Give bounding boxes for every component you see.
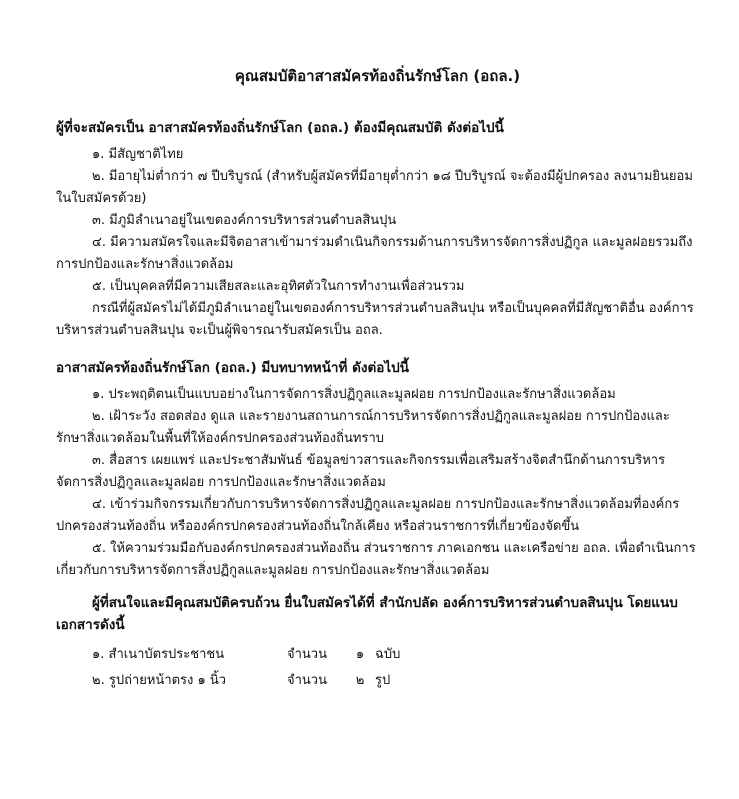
document-unit: รูป bbox=[375, 673, 391, 688]
duty-item: ๑. ประพฤติตนเป็นแบบอย่างในการจัดการสิ่งปฏิกูลและมูลฝอย การปกป้องและรักษาสิ่งแวดล้อม bbox=[92, 387, 616, 402]
document-name: ๒. รูปถ่ายหน้าตรง ๑ นิ้ว bbox=[92, 673, 227, 688]
document-qty-label: จำนวน bbox=[287, 673, 327, 688]
document-name: ๑. สำเนาบัตรประชาชน bbox=[92, 647, 225, 662]
page-title: คุณสมบัติอาสาสมัครท้องถิ่นรักษ์โลก (อถล.) bbox=[234, 67, 521, 85]
document-qty: ๑ bbox=[355, 647, 365, 662]
qualification-note: กรณีที่ผู้สมัครไม่ได้มีภูมิลำเนาอยู่ในเขตองค์การบริหารส่วนตำบลสินปุน หรือเป็นบุคคลที่มีสัญชาติอื่น องค์การบริหารส่วนตำบลสินปุน จะเป็นผู้พิจารณารับสมัครเป็น อถล. bbox=[56, 301, 694, 338]
duties-heading: อาสาสมัครท้องถิ่นรักษ์โลก (อถล.) มีบทบาทหน้าที่ ดังต่อไปนี้ bbox=[56, 360, 409, 376]
qualification-item: ๕. เป็นบุคคลที่มีความเสียสละและอุทิศตัวในการทำงานเพื่อส่วนรวม bbox=[92, 279, 465, 294]
document-requirement-row bbox=[56, 642, 699, 668]
qualification-item: ๔. มีความสมัครใจและมีจิตอาสาเข้ามาร่วมดำเนินกิจกรรมด้านการบริหารจัดการสิ่งปฏิกูล และมูลฝอยรวมถึงการปกป้องและรักษาสิ่งแวดล้อม bbox=[56, 235, 693, 272]
duty-item: ๓. สื่อสาร เผยแพร่ และประชาสัมพันธ์ ข้อมูลข่าวสารและกิจกรรมเพื่อเสริมสร้างจิตสำนึกด้านการบริหารจัดการสิ่งปฏิกูลและมูลฝอย การปกป้องและรักษาสิ่งแวดล้อม bbox=[56, 453, 666, 490]
document-qty-label: จำนวน bbox=[287, 647, 327, 662]
duty-item: ๔. เข้าร่วมกิจกรรมเกี่ยวกับการบริหารจัดการสิ่งปฏิกูลและมูลฝอย การปกป้องและรักษาสิ่งแวดล้อมที่องค์กรปกครองส่วนท้องถิ่น หรือองค์กรปกครองส่วนท้องถิ่นใกล้เคียง หรือส่วนราชการที่เกี่ยวข้องจัดขึ้น bbox=[56, 497, 680, 534]
document-unit: ฉบับ bbox=[375, 647, 401, 662]
qualification-item: ๒. มีอายุไม่ต่ำกว่า ๗ ปีบริบูรณ์ (สำหรับผู้สมัครที่มีอายุต่ำกว่า ๑๘ ปีบริบูรณ์ จะต้องมีผู้ปกครอง ลงนามยินยอมในใบสมัครด้วย) bbox=[56, 169, 693, 206]
qualification-item: ๑. มีสัญชาติไทย bbox=[92, 147, 184, 162]
duty-item: ๕. ให้ความร่วมมือกับองค์กรปกครองส่วนท้องถิ่น ส่วนราชการ ภาคเอกชน และเครือข่าย อถล. เพื่อดำเนินการเกี่ยวกับการบริหารจัดการสิ่งปฏิกูลและมูลฝอย การปกป้องและรักษาสิ่งแวดล้อม bbox=[56, 541, 696, 578]
application-instructions: ผู้ที่สนใจและมีคุณสมบัติครบถ้วน ยื่นใบสมัครได้ที่ สำนักปลัด องค์การบริหารส่วนตำบลสินปุน โดยแนบเอกสารดังนี้ bbox=[56, 595, 678, 633]
qualifications-heading: ผู้ที่จะสมัครเป็น อาสาสมัครท้องถิ่นรักษ์โลก (อถล.) ต้องมีคุณสมบัติ ดังต่อไปนี้ bbox=[56, 120, 504, 136]
document-qty: ๒ bbox=[355, 673, 365, 688]
qualification-item: ๓. มีภูมิลำเนาอยู่ในเขตองค์การบริหารส่วนตำบลสินปุน bbox=[92, 213, 397, 228]
document-requirement-row bbox=[56, 668, 699, 694]
duty-item: ๒. เฝ้าระวัง สอดส่อง ดูแล และรายงานสถานการณ์การบริหารจัดการสิ่งปฏิกูลและมูลฝอย การปกป้องและรักษาสิ่งแวดล้อมในพื้นที่ให้องค์กรปกครองส่วนท้องถิ่นทราบ bbox=[56, 409, 670, 446]
